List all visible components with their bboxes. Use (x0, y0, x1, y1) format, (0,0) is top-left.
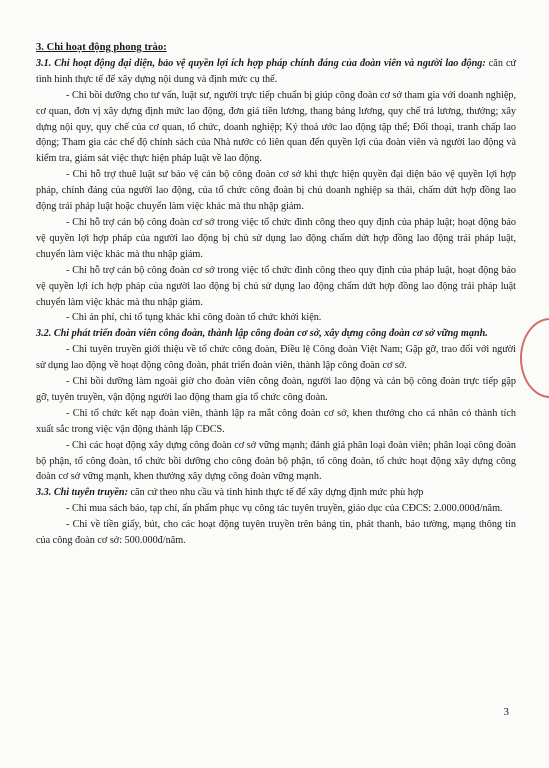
paragraph: - Chi bồi dưỡng cho tư vấn, luật sư, người trực tiếp chuẩn bị giúp công đoàn cơ sở tham gia với doanh nghiệp, cơ quan, đơn vị xây dựng định mức lao động, đơn giá tiền lương, thang bảng lương, quy chế trả lương, thưởng; xây dựng nội quy, quy chế của cơ quan, tổ chức, doanh nghiệp; Ký thoả ước lao động tập thể; Đối thoại, tranh chấp lao động; Tham gia các chế độ chính sách của Nhà nước có liên quan đến quyền lợi của đoàn viên và người lao động và kiểm tra, giám sát việc thực hiện pháp luật về lao động. (36, 89, 516, 165)
paragraph: - Chi hỗ trợ cán bộ công đoàn cơ sở trong việc tổ chức đình công theo quy định của pháp luật, hoạt động bảo vệ quyền lợi ích hợp pháp của người lao động bị chủ sử dụng lao động chấm dứt hợp đồng lao động trái pháp luật chuyển làm việc khác mà thu nhập giảm. (36, 264, 516, 308)
paragraph: - Chi hỗ trợ cán bộ công đoàn cơ sở trong việc tổ chức đình công theo quy định của pháp luật; hoạt động bảo vệ quyền lợi hợp pháp của người lao động bị chủ sử dụng lao động chấm dứt hợp đồng lao động trái pháp luật, chuyển làm việc khác mà thu nhập giảm. (36, 216, 516, 260)
subsection-3-3-title: 3.3. Chi tuyên truyền: (36, 487, 128, 499)
subsection-3-1-header (36, 56, 516, 88)
paragraph: - Chi bồi dưỡng làm ngoài giờ cho đoàn viên công đoàn, người lao động và cán bộ công đoàn trực tiếp gặp gỡ, tuyên truyền, vận động người lao động tham gia tổ chức công đoàn. (36, 376, 516, 403)
paragraph: - Chi về tiền giấy, bút, cho các hoạt động tuyên truyền trên bảng tin, phát thanh, báo tường, mạng thông tin của công đoàn cơ sở: 500.000đ/năm. (36, 519, 516, 547)
paragraph: - Chi án phí, chi tố tụng khác khi công đoàn tổ chức khởi kiện. (66, 312, 322, 324)
seal-stamp (520, 318, 549, 398)
subsection-3-3-header (36, 485, 516, 501)
page-number: 3 (503, 706, 509, 718)
subsection-3-1-title: 3.1. Chi hoạt động đại diện, bảo vệ quyền lợi ích hợp pháp chính đáng của đoàn viên và người lao động: (36, 57, 486, 69)
subsection-3-3-intro: căn cứ theo nhu cầu và tình hình thực tế để xây dựng định mức phù hợp (127, 487, 424, 499)
document-body (36, 40, 516, 549)
subsection-3-1-intro: căn cứ tình hình thực tế để xây dựng nội dung và định mức cụ thể. (36, 57, 516, 85)
subsection-3-2-title: 3.2. Chi phát triển đoàn viên công đoàn, thành lập công đoàn cơ sở, xây dựng công đoàn cơ sở vững mạnh. (36, 328, 488, 340)
paragraph: - Chi các hoạt động xây dựng công đoàn cơ sở vững mạnh; đánh giá phân loại đoàn viên; phân loại công đoàn bộ phận, tổ công đoàn, tổ chức bồi dưỡng cho công đoàn bộ phận, tổ công đoàn, tổ chức hoạt động xây dựng công đoàn cơ sở vững mạnh, khen thưởng xây dựng công đoàn vững mạnh. (36, 439, 516, 483)
paragraph: - Chi hỗ trợ thuê luật sư bảo vệ cán bộ công đoàn cơ sở khi thực hiện quyền đại diện bảo vệ quyền lợi hợp pháp, chính đáng của người lao động, của tổ chức công đoàn bị chủ doanh nghiệp sa thải, chấm dứt hợp đồng lao động trái pháp luật hoặc chuyển làm việc khác mà thu nhập giảm. (36, 169, 516, 213)
subsection-3-2-header (36, 326, 516, 342)
paragraph: - Chi mua sách báo, tạp chí, ấn phẩm phục vụ công tác tuyên truyền, giáo dục của CĐCS: 2.000.000đ/năm. (66, 503, 503, 515)
paragraph: - Chi tuyên truyền giới thiệu về tổ chức công đoàn, Điều lệ Công đoàn Việt Nam; Gặp gỡ, trao đổi với người sử dụng lao động về hoạt động công đoàn, phát triển đoàn viên, thành lập công đoàn cơ sở. (36, 344, 516, 372)
section-heading: 3. Chi hoạt động phong trào: (36, 42, 167, 53)
paragraph: - Chi tổ chức kết nạp đoàn viên, thành lập ra mắt công đoàn cơ sở, khen thưởng cho cá nhân có thành tích xuất sắc trong việc vận động thành lập CĐCS. (36, 407, 516, 435)
